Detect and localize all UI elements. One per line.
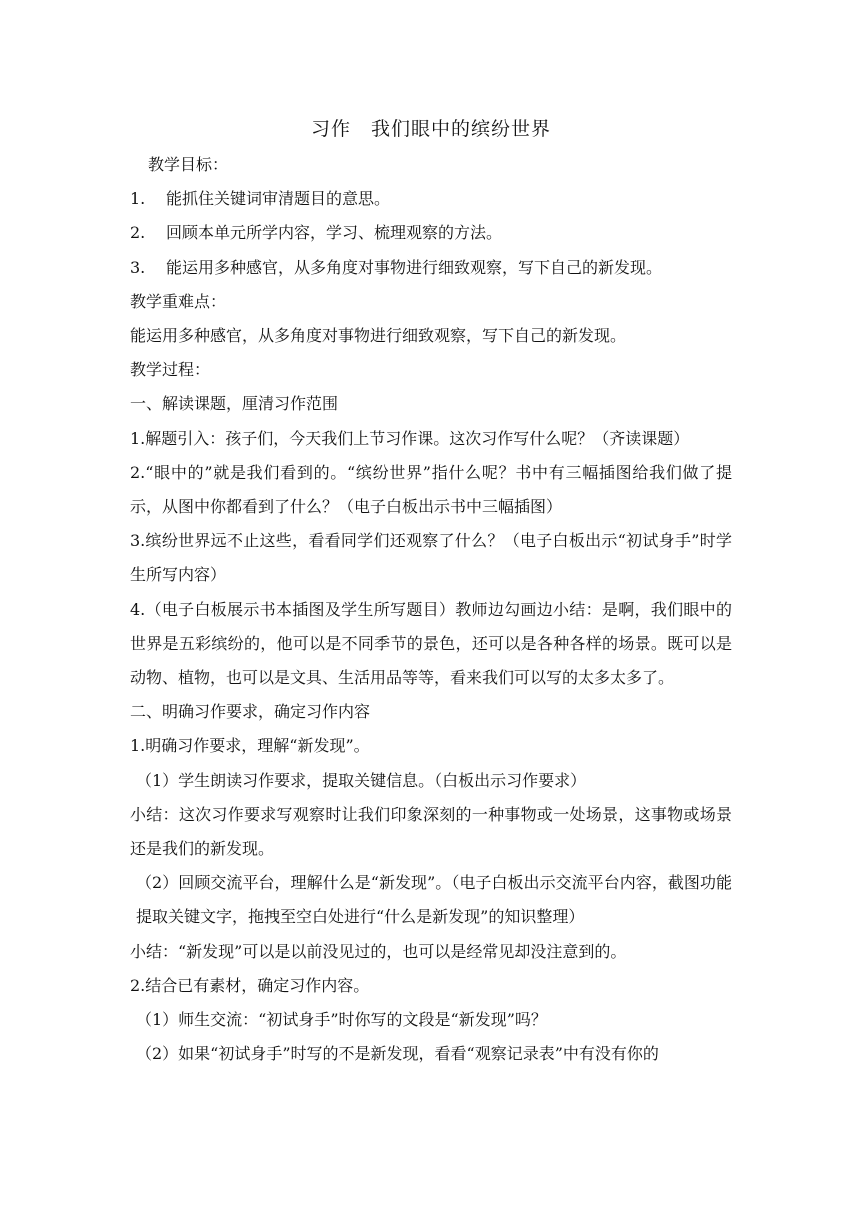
section1-paragraph-4: 4.（电子白板展示书本插图及学生所写题目）教师边勾画边小结：是啊，我们眼中的世界是五彩缤纷的，他可以是不同季节的景色，还可以是各种各样的场景。既可以是动物、植物，也可以是文具、生活用品等等，看来我们可以写的太多太多了。 [130,599,732,688]
goal-number: 1. [130,189,146,209]
section1-paragraph-3: 3.缤纷世界远不止这些，看看同学们还观察了什么？（电子白板出示“初试身手”时学生所写内容） [130,531,732,585]
goal-text: 回顾本单元所学内容，学习、梳理观察的方法。 [166,223,503,243]
goal-item-3 [130,251,732,285]
document-title: 习作 我们眼中的缤纷世界 [310,118,551,140]
goal-item-2 [130,216,732,250]
section2-paragraph-3: 小结：这次习作要求写观察时让我们印象深刻的一种事物或一处场景，这事物或场景还是我们的新发现。 [130,804,732,859]
section2-paragraph-8: （2）如果“初试身手”时写的不是新发现，看看“观察记录表”中有没有你的 [136,1044,659,1064]
section1-paragraph-2: 2.“眼中的”就是我们看到的。“缤纷世界”指什么呢？书中有三幅插图给我们做了提示，从图中你都看到了什么？（电子白板出示书中三幅插图） [130,462,732,517]
key-heading: 教学重难点： [130,291,227,311]
section1-paragraph-1: 1.解题引入：孩子们，今天我们上节习作课。这次习作写什么呢？（齐读课题） [130,428,690,448]
process-heading: 教学过程： [130,360,211,380]
section2-paragraph-7: （1）师生交流：“初试身手”时你写的文段是“新发现”吗？ [136,1010,547,1030]
section2-paragraph-4: （2）回顾交流平台，理解什么是“新发现”。（电子白板出示交流平台内容，截图功能提取关键文字，拖拽至空白处进行“什么是新发现”的知识整理） [136,873,732,927]
goal-number: 2. [130,223,146,243]
section2-paragraph-5: 小结：“新发现”可以是以前没见过的，也可以是经常见却没注意到的。 [130,941,627,961]
section2-paragraph-1: 1.明确习作要求，理解“新发现”。 [130,736,370,756]
section2-heading: 二、明确习作要求，确定习作内容 [130,702,371,722]
goal-item-1 [130,182,732,216]
goals-heading: 教学目标： [148,155,229,174]
goal-text: 能抓住关键词审清题目的意思。 [166,189,391,209]
section2-paragraph-6: 2.结合已有素材，确定习作内容。 [130,975,370,995]
key-text: 能运用多种感官，从多角度对事物进行细致观察，写下自己的新发现。 [130,326,627,346]
goal-number: 3. [130,257,146,277]
section1-heading: 一、解读课题，厘清习作范围 [130,394,339,414]
goal-text: 能运用多种感官，从多角度对事物进行细致观察，写下自己的新发现。 [166,257,663,277]
section2-paragraph-2: （1）学生朗读习作要求，提取关键信息。（白板出示习作要求） [136,770,587,790]
